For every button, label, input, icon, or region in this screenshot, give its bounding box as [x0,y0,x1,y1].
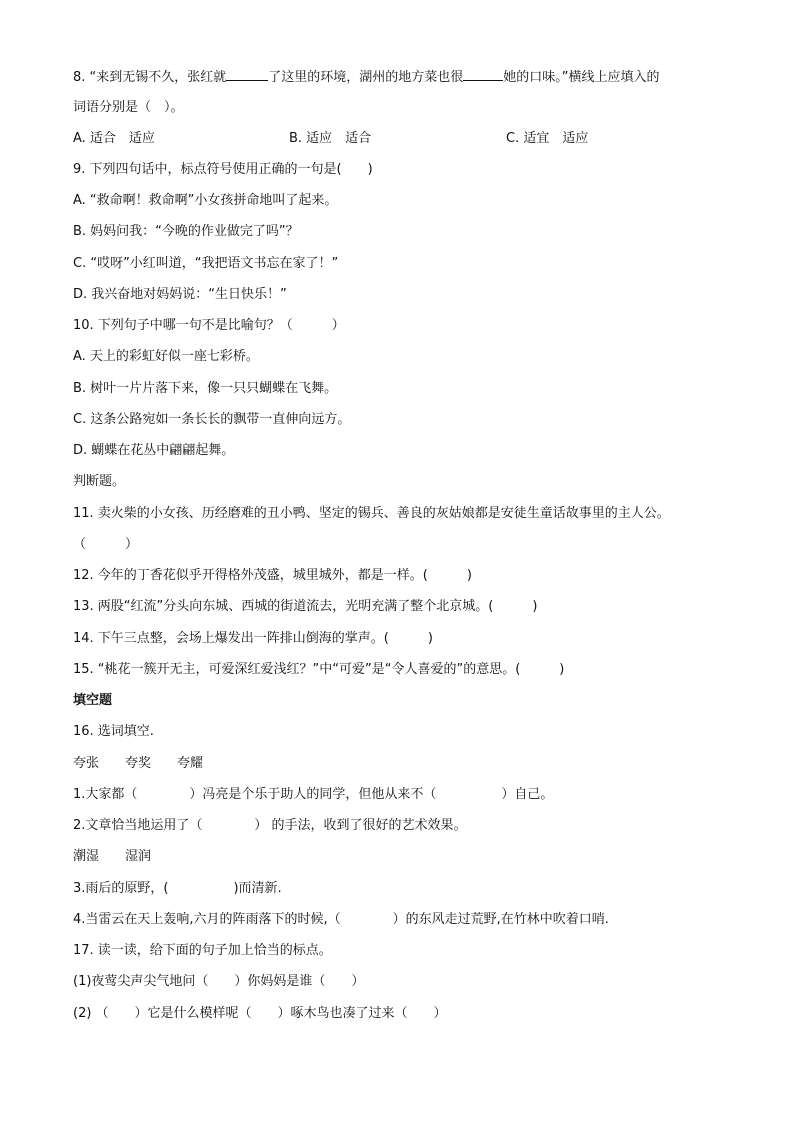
q9-stem: 9. 下列四句话中，标点符号使用正确的一句是( ) [73,162,373,177]
q17-sentence-2: (2) （ ）它是什么模样呢（ ）啄木鸟也凑了过来（ ） [73,1006,447,1021]
q16-word-group-1: 夸张 夸奖 夸耀 [73,756,204,771]
q10-option-c: C. 这条公路宛如一条长长的飘带一直伸向远方。 [73,412,351,427]
q8-blank-2 [463,66,503,81]
q11-line2: （ ） [73,537,139,552]
q16-sentence-2: 2.文章恰当地运用了（ ） 的手法，收到了很好的艺术效果。 [73,818,467,833]
q16-sentence-4: 4.当雷云在天上轰响,六月的阵雨落下的时候,（ ）的东风走过荒野,在竹林中吹着口哨. [73,912,609,927]
q11-line1: 11. 卖火柴的小女孩、历经磨难的丑小鸭、坚定的锡兵、善良的灰姑娘都是安徒生童话故事里的主人公。 [73,506,670,521]
q17-sentence-1: (1)夜莺尖声尖气地问（ ）你妈妈是谁（ ） [73,974,365,989]
q9-option-d: D. 我兴奋地对妈妈说：“生日快乐！” [73,287,287,302]
section-judge-title: 判断题。 [73,474,126,489]
q8-text-part3: 她的口味。”横线上应填入的 [503,70,660,85]
section-fill-title: 填空题 [73,693,113,708]
q13: 13. 两股“红流”分头向东城、西城的街道流去，光明充满了整个北京城。( ) [73,599,538,614]
q8-stem-line1 [73,66,660,88]
q17-stem: 17. 读一读，给下面的句子加上恰当的标点。 [73,943,332,958]
q8-option-b: B. 适应 适合 [289,131,372,146]
q8-text-part1: 8. “来到无锡不久，张红就 [73,70,227,85]
q15: 15. “桃花一簇开无主，可爱深红爱浅红？”中“可爱”是“令人喜爱的”的意思。( ) [73,662,565,677]
q9-option-a: A. “救命啊！救命啊”小女孩拼命地叫了起来。 [73,193,338,208]
q10-option-d: D. 蝴蝶在花丛中翩翩起舞。 [73,443,235,458]
q10-option-b: B. 树叶一片片落下来，像一只只蝴蝶在飞舞。 [73,381,338,396]
q9-option-c: C. “哎呀”小红叫道，“我把语文书忘在家了！” [73,256,339,271]
q8-text-part2: 了这里的环境，湖州的地方菜也很 [268,70,464,85]
q16-sentence-3: 3.雨后的原野，( )而清新. [73,881,282,896]
q10-stem: 10. 下列句子中哪一句不是比喻句？（ ） [73,318,345,333]
q12: 12. 今年的丁香花似乎开得格外茂盛，城里城外，都是一样。( ) [73,568,472,583]
q8-blank-1 [226,66,268,81]
q14: 14. 下午三点整，会场上爆发出一阵排山倒海的掌声。( ) [73,631,433,646]
q8-option-c: C. 适宜 适应 [506,131,589,146]
q9-option-b: B. 妈妈问我：“今晚的作业做完了吗”？ [73,224,299,239]
q16-sentence-1: 1.大家都（ ）冯亮是个乐于助人的同学，但他从来不（ ）自己。 [73,787,554,802]
q16-stem: 16. 选词填空. [73,724,154,739]
q8-option-a: A. 适合 适应 [73,131,155,146]
q10-option-a: A. 天上的彩虹好似一座七彩桥。 [73,349,259,364]
q8-stem-line2: 词语分别是（ ）。 [73,100,184,115]
q16-word-group-2: 潮湿 湿润 [73,849,152,864]
